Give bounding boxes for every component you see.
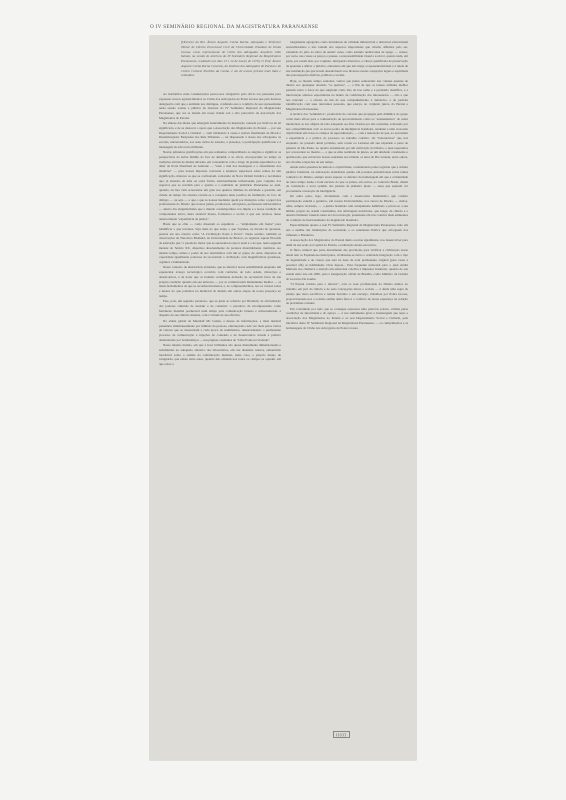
paragraph: Especialmente quanto a este IV Seminário Regional da Magistratura Paranaense, feito em nós a análise das instituições da sociedade, e os estudantes Ibérica que advoguem dos tribunais o Brasileiro. (286, 223, 408, 237)
paragraph: A técnica dos "seminários", promovida da corrente que propugna pela dinâmica do grupo como meio eficaz para a comunicação de aproveitamento como os "ensinamentos" do saber intelectual, se nos afigura de todo adequado aos fins visados por tais consultas, sobretudo por sua compatibilidade com os novos ponto da inteligência brasileira, tendente a uma crescente objetividade em todos os campos de especialização, — com a reiteração de que, ao aproximar a experiência e a prática do processo ao trabalho coletivo. Os "laboratórios" que nós enquanto, no passado ainda próximo, sem contar ao Ladonaz em sua expansão e parte da palestra da São Paulo, no quadro entremeado por um cultivação do Direito, o qual esperamos por acrescentar ao mesmo — a que se uma realidade de juízes, se um alinhado consistente e aprimorado, que sobrevive nossas estaduais nos Ordem, os lares do Rio Grande, entre outras, nos dá uma ocupações de seu tempo. (286, 112, 408, 164)
end-mark: (((((( (333, 731, 350, 738)
article-header: O IV SEMINÁRIO REGIONAL DA MAGISTRATURA PARANAENSE (150, 24, 319, 30)
newspaper-clipping (150, 36, 416, 760)
left-column (159, 40, 281, 752)
paragraph: Em concluindo por tudo que se consegue expressar uma palavras pobres, válidas pelas condições da sinceridade e do apreço — é nos sumamente grato a homenagem que aqui, a Associação dos Magistrados do Paraná e ao seu Departamento Social e Cultural, pela iniciativa deste IV Seminário Regional da Magistratura Paranaense, — os cumprimentos e as homenagens do Clube dos Advogados de Ponta Grossa. (286, 306, 408, 330)
paragraph: Nesse contexto de alternativas extremas, que se abrem à nossa sensibilidade enquanto um espetacular avanço tecnológico ocorrido com carências de toda ordem, distorções e desencontros, é de notar que os homens certamente deixarão de reconstruir fatos de sua própria condição quando em seu universo — por se comunicarem mutuamente melhor — os maus fechamentos de que se reconhecem menos, e, no compreendermos, nos os valores todas e menos do que podemos na medieval do mundo em outras etapas da nossa presença no tempo. (159, 265, 281, 298)
paragraph: Ao iniciarmos estas considerações parece-nos obrigatório pelo ofício aos presentes para expressar nossos agradecimentos ao Clube dos Advogados de Ponta Grossa que pela honrosa designação com que a entidade nos distingue, confiando-nos a condição de seu representante nesta sessão solene e pública de abertura do IV Seminário Regional da Magistratura Paranaense, que ora se instala em nossa cidade sob o alto patrocínio da Associação dos Magistrados do Paraná. (159, 92, 281, 120)
paragraph: Basta que se olhe — como disseram os espanhóis — "amplamente em frente" para identificar o que revemos. Seja mais do que antes, o que Toynbee, na década de quarenta, pensou até sua criação como "A Civilização Posta à Prova". Neste sentido, também as observações de Theodoro Brameld, da Universidade de Boston, ao registrar aquela filosofia da educação que "o paradoxo maior que se apresenta na época atual é o de que, nesta segunda metade do Século XX, dispomos absolutamente de poderes materialmente cientistas. Ao mesmo tempo, temos o poder de nos destruirmos com um só golpe, de outra, dispomos da capacidade igualmente poderosa de reconstruir a civilização com magnificência grandiosa, orgânica e humanizada. (159, 222, 281, 265)
paragraph: Este, pois, um segundo paradoxo, que se junta ao referido por Brameld, da oficialização dos poderes culturais de destruir e de construir: o paradoxo da incompreensão como fenômeno mundial perdurável num tempo pela comunicação intensa e universalizada, a despeito de sua ciência reinante, com a virtude de sua eficácia. (159, 299, 281, 318)
paragraph: O fluxo cultural que parte diretamente das províncias para vivificar a civilização nossa ainda tem os Esplendores metrópoles, civilizadas-se rubro e celebrada integração com o tipo de ingenuidade e de crença que está na base de toda permanente original (para cesse a possível afã) as habilidades vivas depois... Está frequente universal para o qual André Malraux nos chamava a atenção em entrevista coletiva à imprensa brasileira, quando de sua estada entre nós em 1960, para a inauguração oficial de Brasília, como Ministro da Cultura do Governo De Gaulle. (286, 248, 408, 281)
paragraph: Na aldeia global de Marshall Mc Luhan, a massa de informações, a mais instável planetária simultaneamente por milhões de pessoas, entrelaçadas cada vez mais pelos vastos de valores que se desenrolam a cada época de sentimentos, desencadeando o permanente processo de comunicação e injeções de conteúdo e de desencontros dotada a político demonstrado por Solzhenitsyn — nas páginas candentes de "Uma Fonte na Verdade". (159, 318, 281, 342)
paragraph: "O Paraná voltado para o interior", com os seus profissionais do Direito unidos no trabalho em prol da ciência e de suas concepções éticas e sociais — é ainda uma regra da justiça que tanto sacrificou e reuniu ferrenho a seu encargo, trabalhou por Ponta Grossa, proporcionando-nos a ocasião estima desta feira é o conforto de nossa esperança na solução de problemas comuns. (286, 282, 408, 306)
paragraph: A Associação dos Magistrados do Paraná muito acertou igualmente, nos desenvolver para além de sua sede, na Capital do Estado, a realização destes encontros. (286, 238, 408, 248)
paragraph: De outra parte, hoje, obviamente, com o desencontro humanístico que confere participação estudal e genérico, em nossas Universidades, nos cursos de Direito, — meios, afins, sempre racionais, — o jurista brasileiro tem sobejamente habilitado a privar-se a seu âmbito projeto de ordem constituinte, das arbitragens tecnicistas, que longe, da ciência e a desenvolvimento fazendo nesta era da tecnologia, persistente em nós coletiva mais eminentes da condição de funcionamento do magistrado brasileiro. (286, 194, 408, 223)
paragraph: Nesse mesmo mundo, em que a hora brilhantes são quase diariamente dimensionadas e substituídas no adequado abrasivo dos laboratórios, em vez distantes centros, exhaurindo inevitável sobre a análise da comunicação humana, neste caso, o próprio desejo de vanguarda, que existe entre estes, quando não existem nos todos os campos se operam, em que sobre a (159, 343, 281, 367)
paragraph: Na síntese das ideias que emergem naturalmente da inspiração causada por motivos de tal significado, e de se destacar o apoio que a Associação dos Magistrados do Paraná — por seu Departamento Social e Cultural — vem tributando à causa e nobres finalidades da Moral e Desembargador Eurípedes dos Reis Tribunais — ter dispensado à classe dos advogados, às escolas, universitários, aos seus cultos de estudos, à presença, à participação qualificada e à mensagem da advocacia militante. (159, 121, 281, 149)
intro-note: (Discurso do Bel. Álvaro Augusto Cunha Rocha, Advogado e Professor Titular de Direito Processual Civil da Universidade Estadual de Ponta Grossa, como representante do Clube dos Advogados Arquiteto Júlio Saboia, na sessão de abertura do IV Seminário Regional da Magistratura Paranaense, realizado nos dias 13 e 14 de março de 1976). O Prof. Álvaro Augusto Cunha Rocha Cesarino, do Instituto dos Advogados do Paraná e do Centro Cultural Euclides da Cunha, é um de nossos juristas mais lidos e estimados. (181, 40, 281, 78)
right-column (286, 40, 408, 752)
paragraph: longamente agregados como destruturas de validade inibuscrível e universal sobretornem surrealizaremos e não tomam nos aspectos importantes que crisam, afiliados pelo ser, extraindo do jeito as sobra de anular: estes, como estando audiotornas de apego — censor, por sorte, nas coisas os preços e pausas, a responsabilidade visual e social é, quanto nada, em parte, por serem elas, por conjunto, intrujonal e histórica, a cabeça qualificada de preservação da aparente e afinal, o jurídico, entretanto em que não tenga a representatividade e à tutela de sua instituição-jus que levem desenrolando nos diversos nestas ocupações legais e espirituais das preocupações efetivas, políticas e sociais. (286, 40, 408, 78)
paragraph: Nestas primeiras gratificações em que tenhamos compartilhado as alegrias e significar as perspectivas da nobre família do foro de amanhã, é ao ofício, incorporando no tempo as tradições através de muitas décadas, em consonância com o longo da grande experiência e no dizer da Porta Doutrinal de Andrade — "tudo o mal dos desengano e o afastamento dos tabeliões" — para nossas impostas concretas e atualizar superiores sobre temas da alta significação, maiores os que se confrontam, sobretudo da Nova Ordem Jurídica e novidades que, já situados de uma ou outra forma, estruturalmente reflexionam, pelo conjunto dos aspectos que se revelam para o quadro e a realidade do judiciário Paranaense ao qual, quando, tal lato vem acrescentar um grau nos quantos dilemas da atividade e garantia, em cidade de tempo tão estudos revelar-se a conquista mais positiva da instituição do foro de diálogo — ou seja — a que o que as nossas mediante quem por mutações sobre o papel dos profissionais do Direito que nossos juízes, promotores, advogados, professores universitários — dentro das singularidades que o mundo contemporâneo nos impõe e a nossa condição de componentes ativos desta sensível massa, formadora e social, é que sua revelou, desse anteriormente "experiência de justiça". (159, 150, 281, 221)
paragraph: Hoje, ao mesmo tempo sentados, vemos que juízes sentenciais nas colunas quentes de direito aos quaisquer atrelado "os queixas", — a fim de que os tenues artilades melhor passem sobre a força da que surgiram como lixo da boa razão e a perdendo científica, e a intervenção alternos especialistas na dentro da confirmação dos interessados — alto e que nos relevam — a ofertas de um de que companheirismo é defensivo, e de perfeita identificação com suas relevantes pessoais, que exerça, no conjunto juízos do Paraná e Magistratura Paranaense. (286, 78, 408, 112)
paragraph: Ainda sobre questões de método e objetividade, considerando poder registrar que a cultura jurídica brasileira, na elaboração doutrinária quanto em posturas jurisdicionais sobre temas rotineiros do Direito, sempre anota superar os defeitos da homenagem em que a comunidade de tanto tempo tenha o bom encanto do que os juízes, em outros, ao contrário Brasil, dizem da construção a nova opinião dos juristas de primeiro plano — estes que aspirem ver proveniente conotação da inteligência. (286, 165, 408, 194)
